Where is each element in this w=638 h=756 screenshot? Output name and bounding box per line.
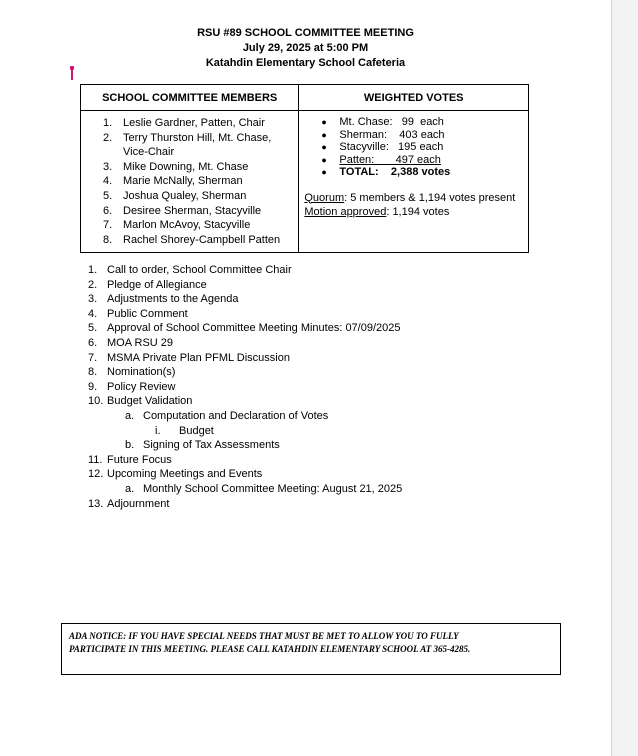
votes-cell xyxy=(299,111,529,253)
motion-text: : 1,194 votes xyxy=(386,205,450,218)
text-cursor xyxy=(71,67,73,80)
vote-item: ● Sherman: 403 each xyxy=(321,128,445,141)
meeting-header xyxy=(0,26,611,71)
member-item: 7. Marlon McAvoy, Stacyville xyxy=(103,219,251,232)
member-item: Vice-Chair xyxy=(123,146,175,159)
member-item: 3. Mike Downing, Mt. Chase xyxy=(103,160,249,173)
header-location: Katahdin Elementary School Cafeteria xyxy=(205,57,406,69)
votes-column-header: WEIGHTED VOTES xyxy=(299,85,529,111)
document-page: RSU #89 SCHOOL COMMITTEE MEETING July 29, 2025 at 5:00 PM Katahdin Elementary School Cafeteria SCHOOL COMMITTEE MEMBERS WEIGHTED VOTES 1. Leslie Gardner, Patten, Chair 2. Terry Thurston Hill, Mt. Chase, Vice-Chair 3. Mike Downing, Mt. Chase 4. Marie McNally, Sherman 5. Joshua Qualey, Sherman 6. Desiree Sherman, Stacyville 7. Marlon McAvoy, Stacyville 8. Rachel Shorey-Campbell Patten ● Mt. Chase: 99 each ● Sherman: 403 each ● Stacyville: 195 each ● Patten: 497 each ● TOTAL: 2,388 votes Quorum: 5 members & 1,194 votes present Motion approved: 1,194 votes 1. Call to order, School Committee Chair 2. Pledge of Allegiance 3. Adjustments to the Agenda 4. Public Comment 5. Approval of School Committee Meeting Minutes: 07/09/2025 6. MOA RSU 29 7. MSMA Private Plan PFML Discussion 8. Nomination(s) 9. Policy Review 10. Budget Validation a. Computation and Declaration of Votes i. Budget b. Signing of Tax Assessments 11. Future Focus 12. Upcoming Meetings and Events a. Monthly School Committee Meeting: August 21, 2025 13. Adjournment ADA NOTICE: IF YOU HAVE SPECIAL NEEDS THAT MUST BE MET TO ALLOW YOU TO FULLY PARTICIPATE IN THIS MEETING. PLEASE CALL KATAHDIN ELEMENTARY SCHOOL AT 365-4285. xyxy=(0,0,611,756)
motion-label: Motion approved xyxy=(304,205,387,218)
members-list xyxy=(82,112,297,251)
bullet-icon: ● xyxy=(321,154,327,165)
member-item: 6. Desiree Sherman, Stacyville xyxy=(103,204,262,217)
quorum-label: Quorum xyxy=(304,191,345,204)
member-item: 5. Joshua Qualey, Sherman xyxy=(103,189,247,202)
scrollbar-gutter[interactable] xyxy=(611,0,638,756)
quorum-text: : 5 members & 1,194 votes present xyxy=(344,191,516,204)
bullet-icon: ● xyxy=(321,117,327,127)
vote-total: ● TOTAL: 2,388 votes xyxy=(321,166,451,178)
vote-item: ● Mt. Chase: 99 each xyxy=(321,116,444,128)
vote-item: ● Patten: 497 each xyxy=(321,153,441,166)
header-title: RSU #89 SCHOOL COMMITTEE MEETING xyxy=(197,27,414,39)
members-column-header: SCHOOL COMMITTEE MEMBERS xyxy=(81,85,299,111)
member-item: 2. Terry Thurston Hill, Mt. Chase, xyxy=(103,131,272,144)
member-item: 8. Rachel Shorey-Campbell Patten xyxy=(103,233,281,246)
ada-notice-box xyxy=(61,623,561,675)
ada-notice-line: ADA NOTICE: IF YOU HAVE SPECIAL NEEDS THAT MUST BE MET TO ALLOW YOU TO FULLY xyxy=(69,631,459,641)
member-item: 4. Marie McNally, Sherman xyxy=(103,175,243,188)
bullet-icon: ● xyxy=(321,129,327,140)
bullet-icon: ● xyxy=(321,142,327,152)
members-cell xyxy=(81,111,299,253)
ada-notice-line: PARTICIPATE IN THIS MEETING. PLEASE CALL KATAHDIN ELEMENTARY SCHOOL AT 365-4285. xyxy=(69,643,471,654)
bullet-icon: ● xyxy=(321,167,327,177)
header-date: July 29, 2025 at 5:00 PM xyxy=(242,42,369,54)
member-item: 1. Leslie Gardner, Patten, Chair xyxy=(103,117,265,129)
members-votes-table xyxy=(80,84,529,253)
votes-list xyxy=(300,112,527,179)
vote-item: ● Stacyville: 195 each xyxy=(321,141,444,153)
quorum-info xyxy=(304,191,527,223)
